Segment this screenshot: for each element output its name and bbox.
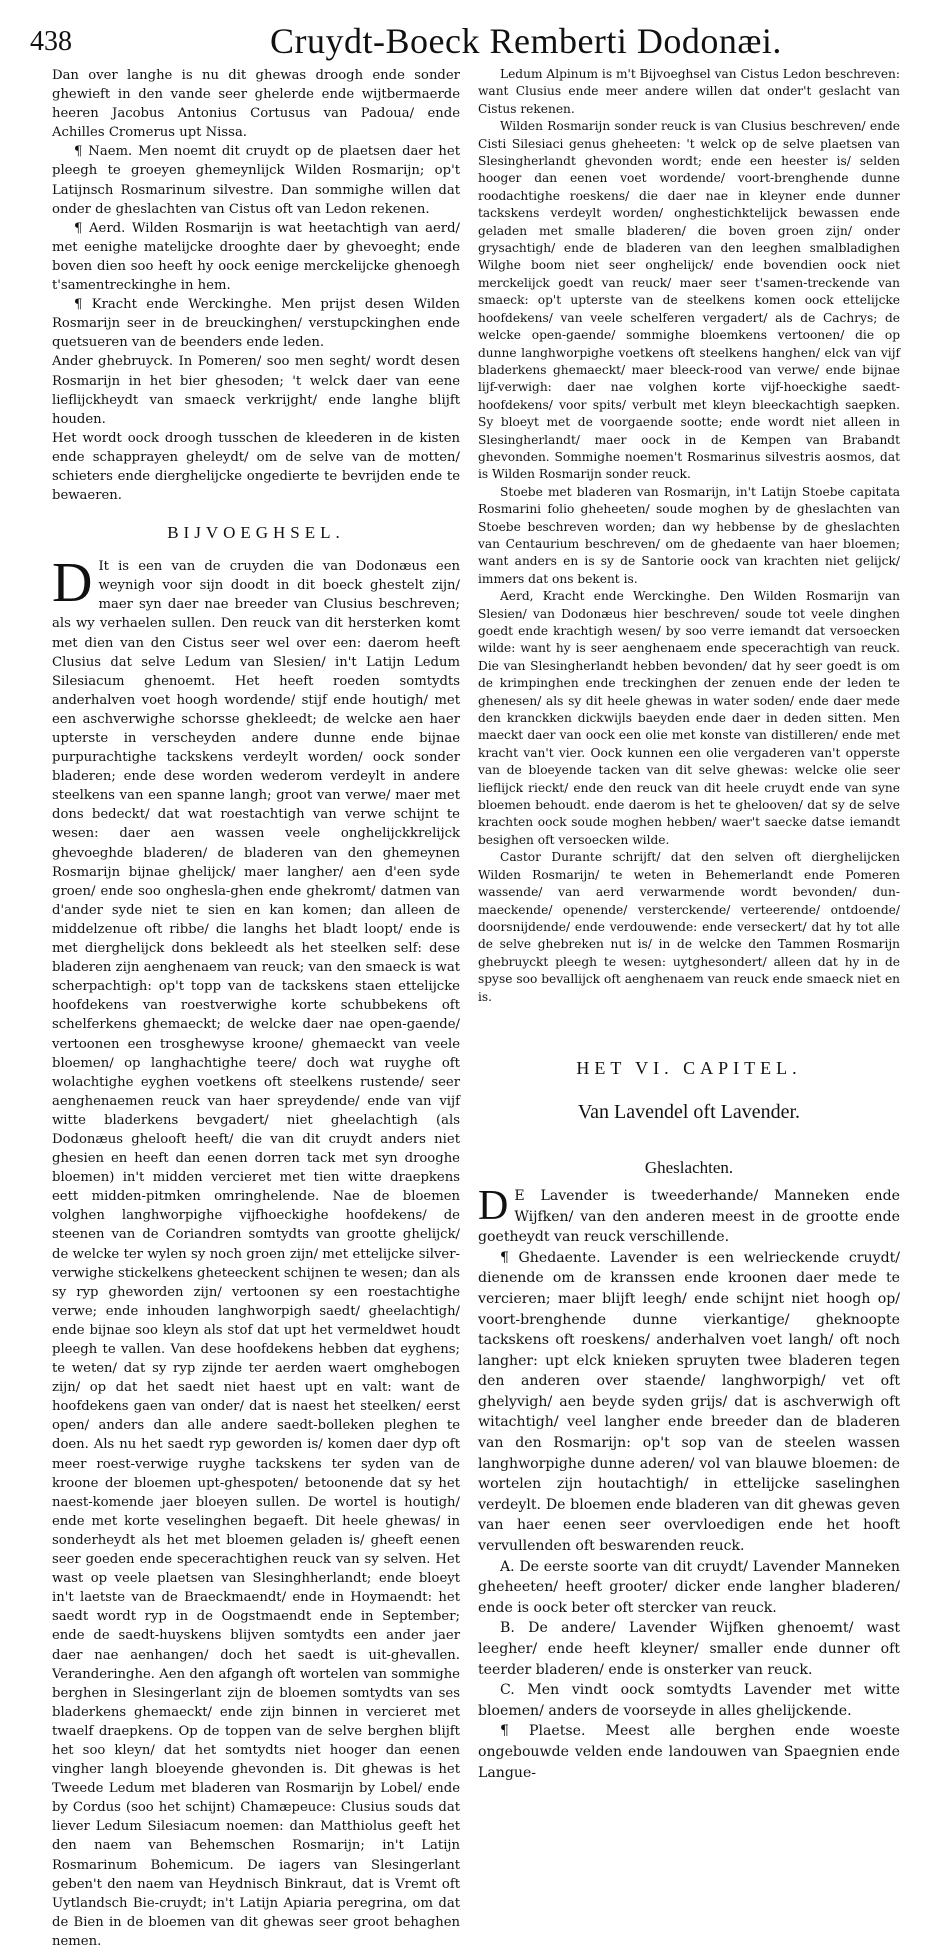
left-column	[52, 66, 460, 1951]
paragraph: Stoebe met bladeren van Rosmarijn, in't Latijn Stoebe capitata Rosmarini folio gheheeten/ soude moghen by de gheslachten van Stoebe beschreven worden; dan wy hebbense by de gheslachten van Centaurium beschreven/ om de ghedaente van haer bloemen; want anders en is sy de Santorie oock van krachten niet gelijck/ immers dat ons bekent is.	[478, 484, 900, 586]
lavender-body	[478, 1182, 900, 1783]
right-column	[478, 66, 900, 1783]
paragraph: ¶ Plaetse. Meest alle berghen ende woeste ongebouwde velden ende landouwen van Spaegnien ende Langue-	[478, 1723, 900, 1781]
paragraph: ¶ Aerd. Wilden Rosmarijn is wat heetachtigh van aerd/ met eenighe matelijcke drooghte daer by ghevoeght; ende boven dien soo heeft hy oock eenige merckelijcke ghenoegh t'samentreckinghe in hem.	[52, 220, 460, 294]
paragraph: Castor Durante schrijft/ dat den selven oft dierghelijcken Wilden Rosmarijn/ te weten in Behemerlandt ende Pomeren wassende/ van aerd verwarmende wordt bevonden/ dun-maeckende/ openende/ versterckende/ verteerende/ ontdoende/ doorsnijdende/ ende verdouwende: ende verseckert/ dat hy tot alle de selve ghebreken nut is/ in de welcke den Tammen Rosmarijn ghebruyckt pleegh te wesen: uytghesondert/ alleen dat hy in de spyse soo bevallijck oft aenghenaem van reuck ende smaeck niet en is.	[478, 850, 900, 1004]
section-heading: Gheslachten.	[644, 1157, 734, 1177]
paragraph: Wilden Rosmarijn sonder reuck is van Clusius beschreven/ ende Cisti Silesiaci genus gheheeten: 't welck op de selve plaetsen van Slesingherlandt ghevonden wordt; ende een heester is/ selden hooger dan eenen voet wordende/ voort-brenghende dunne roodachtighe roeskens/ die daer nae in kleyner ende dunner tackskens verdeylt worden/ onghestichktelijck bewassen ende geladen met smalle bladeren/ die boven groen zijn/ onder grysachtigh/ ende de bladeren van den leeghen smalbladighen Wilghe boom niet seer onghelijck/ ende bovendien oock niet merckelijck goedt van reuck/ maer seer t'samen-treckende van smaeck: op't upterste van de steelkens komen oock ettelijcke hoofdekens/ van veele schelferen vergadert/ als de Cachrys; de welcke open-gaende/ sommighe bloemkens vertoonen/ die op dunne langhworpighe voetkens oft steelkens hanghen/ elck van vijf bladerkens ghemaeckt/ maer bleeck-rood van verwe/ ende bijnae lijf-verwigh: daer nae volghen korte vijf-hoeckighe saedt-hoofdekens/ voor spits/ verbult met kleyn bleeckachtigh saepken. Sy bloeyt met de voorgaende sootte; ende wordt niet alleen in Slesingherlandt/ maer oock in de Kempen van Brabandt ghevonden. Sommighe noemen't Rosmarinus silvestris aosmos, dat is Wilden Rosmarijn sonder reuck.	[478, 119, 900, 482]
paragraph: Aerd, Kracht ende Werckinghe. Den Wilden Rosmarijn van Slesien/ van Dodonæus hier beschreven/ soude tot veele dinghen goedt ende krachtigh wesen/ by soo verre iemandt dat versoecken wilde: want hy is seer aenghenaem ende specerachtigh van reuck. Die van Slesingherlandt hebben bevonden/ dat hy seer goedt is om de krimpinghen ende treckinghen der zenuen ende der leden te ghenesen/ als sy dit heele ghewas in water soden/ ende daer mede den kranckken dickwijls baeyden ende daer in deden sitten. Men maeckt daer van oock een olie met konste van distilleren/ ende met kracht van't vier. Oock kunnen een olie vergaderen van't opperste van de bloeyende tacken van dit selve ghewas: welcke olie seer lieflijck rieckt/ ende den reuck van dit heele cruydt ende van syne bloemen behoudt. ende daerom is het te ghelooven/ dat sy de selve krachten oock soude moghen hebben/ waer't saecke datse iemandt besighen oft versoecken wilde.	[478, 589, 900, 847]
paragraph: ¶ Kracht ende Werckinghe. Men prijst desen Wilden Rosmarijn seer in de breuckinghen/ verstupckinghen ende quetsueren van de beenders ende leden.	[52, 297, 460, 351]
bijvoeghsel-heading: BIJVOEGHSEL.	[167, 523, 345, 543]
paragraph: E Lavender is tweederhande/ Manneken ende Wijfken/ van den anderen meest in de grootte ende goetheydt van reuck verschillende.	[478, 1187, 900, 1246]
paragraph: Het wordt oock droogh tusschen de kleederen in de kisten ende schapprayen gheleydt/ om de selve van de motten/ schieters ende dierghelijcke ongedierte te bevrijden ende te bewaeren.	[52, 430, 460, 504]
paragraph: B. De andere/ Lavender Wijfken ghenoemt/ wast leegher/ ende heeft kleyner/ smaller ende dunner oft teerder bladeren/ ende is onsterker van reuck.	[478, 1620, 900, 1678]
paragraph: Dan over langhe is nu dit ghewas droogh ende sonder ghewieft in den vande seer ghelerde ende wijtbermaerde heeren Jacobus Antonius Cortusus van Padoua/ ende Achilles Cromerus upt Nissa.	[52, 68, 460, 141]
paragraph: ¶ Ghedaente. Lavender is een welrieckende cruydt/ dienende om de kranssen ende kroonen daer mede te vercieren; maer blijft leegh/ ende schijnt niet hoogh op/ voort-brenghende dunne vierkantige/ gheknoopte tackskens oft roeskens/ anderhalven voet langh/ oft noch langher: upt elck knieken spruyten twee bladeren tegen den anderen over staende/ langhworpigh/ vet oft ghelyvigh/ aen beyde syden grijs/ dat is aschverwigh oft witachtigh/ veel langher ende breeder dan de bladeren van den Rosmarijn: op't sop van de steelen wassen langhworpighe dunne aderen/ vol van blauwe bloemen: de wortelen zijn houtachtigh/ in ettelijcke saselinghen verdeylt. De bloemen ende bladeren van dit ghewas geven van haer eenen seer overvloedigen ende het hooft vervullenden oft beswarenden reuck.	[478, 1249, 900, 1555]
paragraph: A. De eerste soorte van dit cruydt/ Lavender Manneken gheheeten/ heeft grooter/ dicker ende langher bladeren/ ende is oock beter oft stercker van reuck.	[478, 1558, 900, 1616]
paragraph: C. Men vindt oock somtydts Lavender met witte bloemen/ anders de voorseyde in alles ghelijckende.	[478, 1682, 900, 1719]
paragraph: ¶ Naem. Men noemt dit cruydt op de plaetsen daer het pleegh te groeyen ghemeynlijck Wilden Rosmarijn; op't Latijnsch Rosmarinum silvestre. Dan sommighe willen dat onder de gheslachten van Cistus oft van Ledon rekenen.	[52, 144, 460, 217]
paragraph: Ledum Alpinum is m't Bijvoeghsel van Cistus Ledon beschreven: want Clusius ende meer andere willen dat onder't geslacht van Cistus rekenen.	[478, 67, 901, 116]
running-title: Cruydt-Boeck Remberti Dodonæi.	[270, 21, 782, 61]
page-number: 438	[30, 26, 72, 57]
drop-cap: D	[478, 1182, 509, 1229]
paragraph: Ander ghebruyck. In Pomeren/ soo men seght/ wordt desen Rosmarijn in het bier ghesoden; 't welck daer van eene lieflijckheydt van smaeck verkrijght/ ende langhe blijft houden.	[52, 354, 460, 427]
bijvoeghsel-body	[52, 552, 460, 1951]
chapter-subtitle: Van Lavendel oft Lavender.	[577, 1100, 801, 1123]
paragraph: It is een van de cruyden die van Dodonæus een weynigh voor sijn doodt in dit boeck ghestelt zijn/ maer syn daer nae breeder van Clusius beschreven; als wy verhaelen sullen. Den reuck van dit hersterken komt met dien van den Cistus seer wel over een: daerom heeft Clusius dat selve Ledum van Slesien/ in't Latijn Ledum Silesiacum ghenoemt. Het heeft roeden somtydts anderhalven voet hoogh wordende/ stijf ende houtigh/ met een aschverwighe schorsse ghekleedt; de welcke aen haer upterste in verscheyden andere dunne ende bijnae purpurachtighe tackskens verdeylt worden/ oock sonder bladeren; ende dese worden wederom verdeylt in andere steelkens van een spanne langh; groot van verwe/ maer met dons bedeckt/ dat wat roestachtigh van verwe schijnt te wesen: daer aen wassen veele onghelijckkrelijck ghevoeghde bladeren/ de bladeren van den ghemeynen Rosmarijn bijnae ghelijck/ maer langher/ aen d'een syde groen/ ende soo onghesla-ghen ende ghekromt/ datmen van d'ander syde niet te sien en kan komen; dan alleen de middelzenue oft ribbe/ die langhs het bladt loopt/ ende is met dierghelijck dons bekleedt als het steelken self: dese bladeren zijn aenghenaem van reuck; van den smaeck is wat scherpachtigh: op't topp van de tackskens staen ettelijcke hoofdekens van roestverwighe korte schubbekens oft schelferkens ghemaeckt; de welcke daer nae open-gaende/ vertoonen een trosghewyse kroone/ ghemaeckt van veele bloemen/ op langhachtighe teere/ doch wat ruyghe oft wolachtighe eyghen voetkens oft steelkens rustende/ seer aenghenaemen reuck van haer spreydende/ ende van vijf witte bladerkens bevgadert/ niet gheelachtigh (als Dodonæus ghelooft heeft/ die van dit cruydt anders niet ghesien en heeft dan eenen dorren tack met syn drooghe bloemen) in't midden vercieret met tien witte draepkens eett midden-pitmken omringhelende. Nae de bloemen volghen langhworpighe vijfhoeckighe hoofdekens/ de steenen van de Coriandren somtydts van grootte ghelijck/ de welcke ter wylen sy noch groen zijn/ met ettelijcke silver-verwighe stickelkens gheteeckent schijnen te wesen; dan als sy ryp gheworden zijn/ vertoonen sy een roestachtighe verwe; ende inhouden langhworpigh saedt/ gheelachtigh/ ende bijnae soo kleyn als stof dat upt het vermeldwet houdt pleegh te vallen. Van dese hoofdekens hebben dat eyghens; te weten/ dat sy ryp zijnde ter aerden waert omghebogen zijn/ op dat het saedt niet haest upt en valt: want de hoofdekens gaen van onder/ dat is naest het steelken/ eerst open/ anders dan alle andere saedt-bolleken pleghen te doen. Als nu het saedt ryp geworden is/ komen daer dyp oft meer roest-verwige ruyghe tackskens ter syden van de kroone der bloemen upt-ghespoten/ betoonende dat sy het naest-komende jaer bloeyen sullen. De wortel is houtigh/ ende met korte veselinghen begaeft. Dit heele ghewas/ in sonderheydt als het met bloemen geladen is/ gheeft eenen seer goeden ende specerachtighen reuck van sy selven. Het wast op veele plaetsen van Slesinghherlandt; ende bloeyt in't laetste van de Braeckmaendt/ ende in Hoymaendt: het saedt wordt ryp in de Oogstmaendt ende in September; ende de saedt-huyskens blijven somtydts een ander jaer daer nae aenhangen/ doch het saedt is uit-ghevallen. Veranderinghe. Aen den afgangh oft wortelen van sommighe berghen in Slesingerlant zijn de bloemen somtydts van ses bladerkens ghemaeckt/ ende zijn binnen in vercieret met twaelf draepkens. Op de toppen van de selve berghen blijft het soo kleyn/ dat het somtydts niet hooger dan eenen vingher langh bloeyende ghevonden is. Dit ghewas is het Tweede Ledum met bladeren van Rosmarijn by Lobel/ ende by Cordus (soo het schijnt) Chamæpeuce: Clusius souds dat liever Ledum Silesiacum noemen: dan Matthiolus geeft het den naem van Behemschen Rosmarijn; in't Latijn Rosmarinum Bohemicum. De iagers van Slesingerlant geben't den naem van Heydnisch Binkraut, dat is Vremt oft Uytlandsch Bie-cruydt; in't Latijn Apiaria peregrina, om dat de Bien in de bloemen van dit ghewas seer groot behaghen nemen.	[52, 559, 460, 1949]
drop-cap: D	[52, 552, 93, 615]
chapter-heading: HET VI. CAPITEL.	[576, 1057, 802, 1078]
